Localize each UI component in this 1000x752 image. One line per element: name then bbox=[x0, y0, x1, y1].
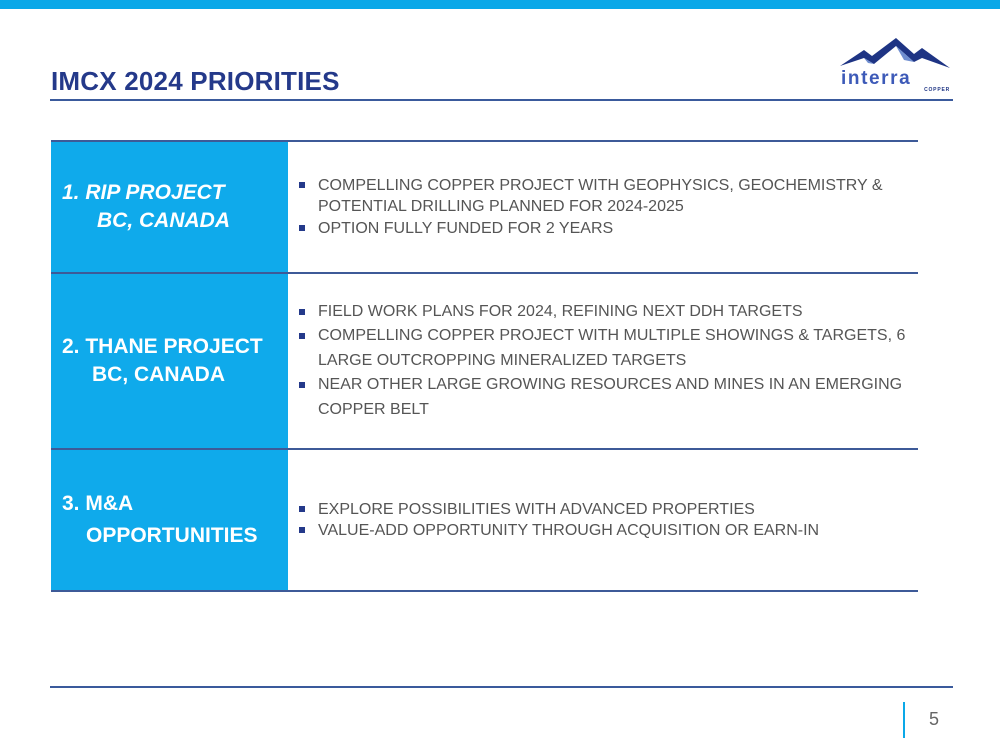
list-item: EXPLORE POSSIBILITIES WITH ADVANCED PROPERTIES bbox=[299, 499, 918, 521]
priority-subtitle: OPPORTUNITIES bbox=[86, 524, 258, 547]
slide-title: IMCX 2024 PRIORITIES bbox=[51, 66, 340, 96]
priority-details-rip bbox=[288, 142, 918, 272]
square-bullet-icon bbox=[299, 333, 305, 339]
title-divider bbox=[50, 99, 953, 101]
priority-location: BC, CANADA bbox=[97, 209, 230, 232]
priority-details-ma bbox=[288, 450, 918, 590]
list-item: COMPELLING COPPER PROJECT WITH MULTIPLE SHOWINGS & TARGETS, 6 LARGE OUTCROPPING MINERALIZED TARGETS bbox=[299, 324, 918, 373]
priority-row-thane bbox=[51, 274, 918, 450]
priority-title: 2. THANE PROJECT bbox=[62, 335, 263, 358]
priority-row-rip bbox=[51, 140, 918, 274]
interra-copper-logo bbox=[838, 34, 954, 94]
priorities-table bbox=[51, 140, 918, 592]
page-number: 5 bbox=[929, 709, 940, 729]
page-number-divider bbox=[903, 702, 905, 738]
list-item: COMPELLING COPPER PROJECT WITH GEOPHYSICS, GEOCHEMISTRY & POTENTIAL DRILLING PLANNED FOR 2024-2025 bbox=[299, 175, 918, 218]
square-bullet-icon bbox=[299, 182, 305, 188]
square-bullet-icon bbox=[299, 527, 305, 533]
priority-title: 3. M&A bbox=[62, 492, 134, 515]
footer-divider bbox=[50, 686, 953, 688]
priority-title: 1. RIP PROJECT bbox=[62, 181, 225, 204]
priority-details-thane bbox=[288, 274, 918, 448]
priority-label-ma bbox=[51, 450, 288, 590]
square-bullet-icon bbox=[299, 309, 305, 315]
priority-row-ma bbox=[51, 450, 918, 592]
logo-subtitle: COPPER bbox=[924, 87, 950, 93]
priority-location: BC, CANADA bbox=[92, 363, 225, 386]
square-bullet-icon bbox=[299, 506, 305, 512]
list-item: FIELD WORK PLANS FOR 2024, REFINING NEXT DDH TARGETS bbox=[299, 300, 918, 325]
square-bullet-icon bbox=[299, 382, 305, 388]
list-item: OPTION FULLY FUNDED FOR 2 YEARS bbox=[299, 218, 918, 240]
list-item: NEAR OTHER LARGE GROWING RESOURCES AND MINES IN AN EMERGING COPPER BELT bbox=[299, 373, 918, 422]
priority-label-rip bbox=[51, 142, 288, 272]
logo-wordmark: interra bbox=[841, 68, 912, 89]
list-item: VALUE-ADD OPPORTUNITY THROUGH ACQUISITION OR EARN-IN bbox=[299, 520, 918, 542]
square-bullet-icon bbox=[299, 225, 305, 231]
priority-label-thane bbox=[51, 274, 288, 448]
top-accent-bar bbox=[0, 0, 1000, 9]
